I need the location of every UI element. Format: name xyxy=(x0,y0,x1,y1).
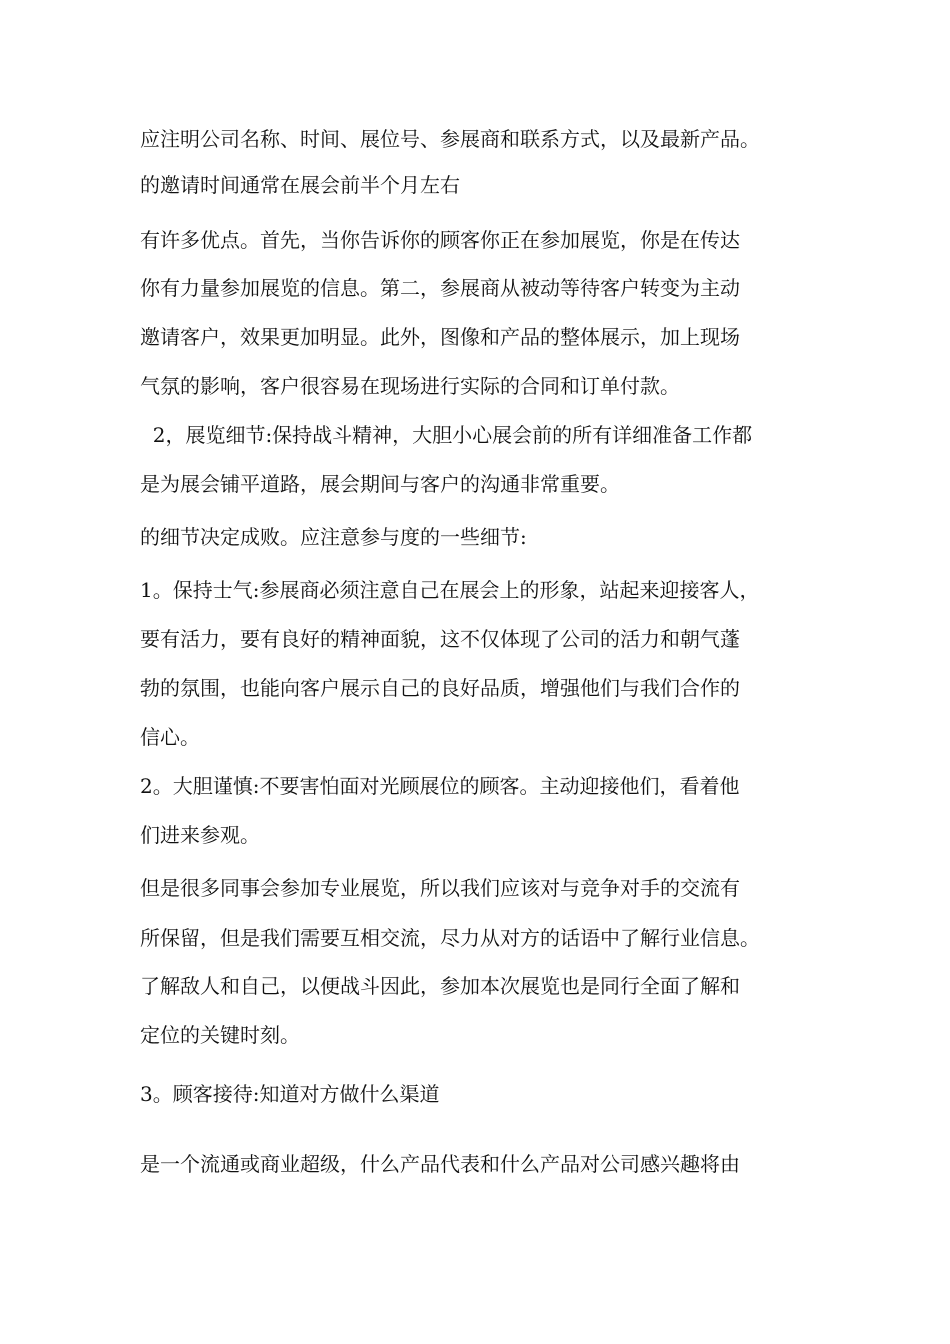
text-line: 定位的关键时刻。 xyxy=(140,1023,300,1047)
text-line: 们进来参观。 xyxy=(140,823,260,847)
text-line: 的邀请时间通常在展会前半个月左右 xyxy=(140,173,460,197)
text-line: 邀请客户，效果更加明显。此外，图像和产品的整体展示，加上现场 xyxy=(140,325,740,349)
text-line: 是一个流通或商业超级，什么产品代表和什么产品对公司感兴趣将由 xyxy=(140,1152,740,1176)
text-line: 是为展会铺平道路，展会期间与客户的沟通非常重要。 xyxy=(140,472,620,496)
text-line: 你有力量参加展览的信息。第二，参展商从被动等待客户转变为主动 xyxy=(140,276,740,300)
text-line: 2，展览细节:保持战斗精神，大胆小心展会前的所有详细准备工作都 xyxy=(140,423,753,447)
text-line: 信心。 xyxy=(140,725,200,749)
text-line: 应注明公司名称、时间、展位号、参展商和联系方式，以及最新产品。 xyxy=(140,127,760,151)
text-line: 但是很多同事会参加专业展览，所以我们应该对与竞争对手的交流有 xyxy=(140,876,740,900)
text-line: 3。顾客接待:知道对方做什么渠道 xyxy=(140,1082,440,1106)
text-line: 气氛的影响，客户很容易在现场进行实际的合同和订单付款。 xyxy=(140,374,680,398)
text-line: 的细节决定成败。应注意参与度的一些细节: xyxy=(140,525,527,549)
text-line: 要有活力，要有良好的精神面貌，这不仅体现了公司的活力和朝气蓬 xyxy=(140,627,740,651)
text-line: 勃的氛围，也能向客户展示自己的良好品质，增强他们与我们合作的 xyxy=(140,676,740,700)
text-line: 了解敌人和自己，以便战斗因此，参加本次展览也是同行全面了解和 xyxy=(140,974,740,998)
text-line: 1。保持士气:参展商必须注意自己在展会上的形象，站起来迎接客人， xyxy=(140,578,760,602)
text-line: 有许多优点。首先，当你告诉你的顾客你正在参加展览，你是在传达 xyxy=(140,228,740,252)
text-line: 所保留，但是我们需要互相交流，尽力从对方的话语中了解行业信息。 xyxy=(140,926,760,950)
text-line: 2。大胆谨慎:不要害怕面对光顾展位的顾客。主动迎接他们，看着他 xyxy=(140,774,740,798)
